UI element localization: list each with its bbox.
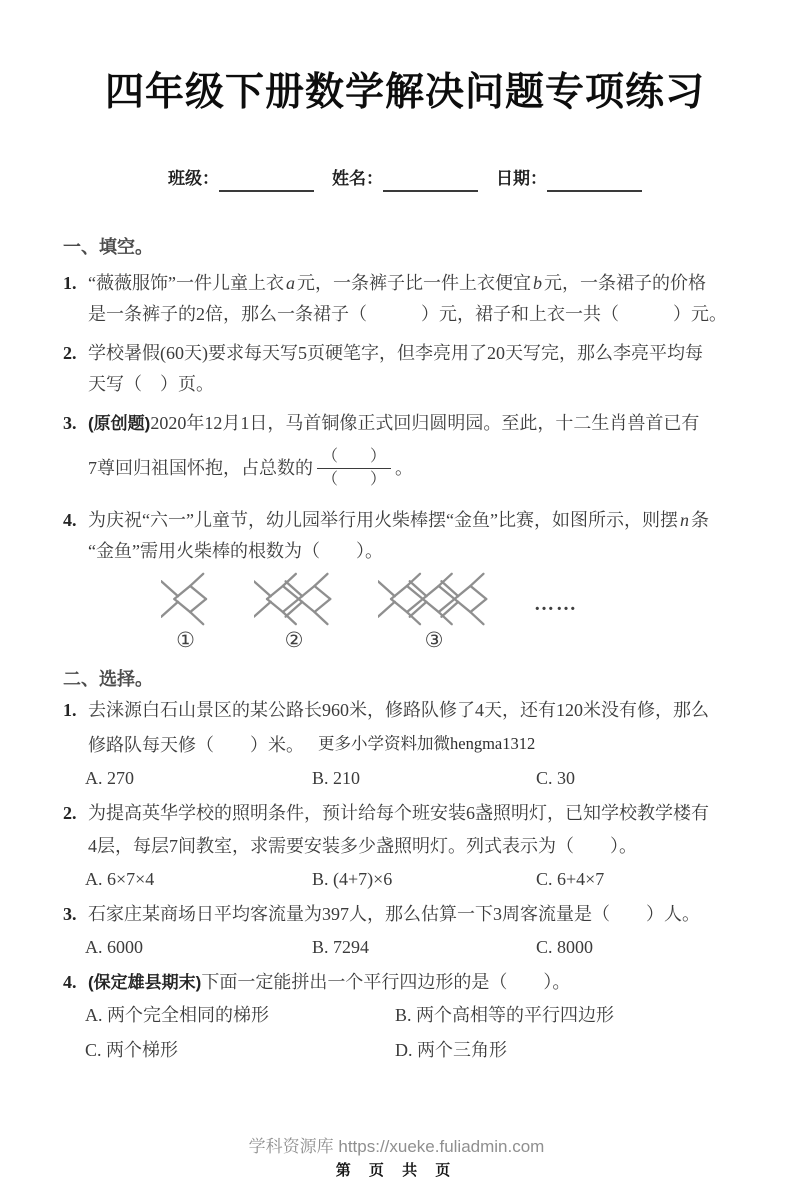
option-b: B. 210	[312, 768, 361, 788]
question-line: 4层，每层7间教室，求需要安装多少盏照明灯。列式表示为（ ）。	[88, 836, 637, 856]
options-row	[85, 863, 747, 896]
s2-question-3	[63, 898, 747, 964]
question-line	[63, 898, 747, 931]
question-text: 修路队每天修（ ）米。	[88, 735, 304, 755]
s1-question-4	[63, 505, 747, 567]
s1-question-1	[63, 268, 747, 330]
figure-ellipsis: ……	[534, 593, 578, 615]
fraction-denominator-blank: （ ）	[322, 470, 387, 488]
question-line	[63, 338, 747, 369]
question-text: 为提高英华学校的照明条件，预计给每个班安装6盏照明灯，已知学校教学楼有	[88, 803, 709, 823]
question-number: 3.	[63, 413, 77, 433]
question-line	[63, 727, 747, 762]
s2-question-1	[63, 694, 747, 795]
question-line: 是一条裤子的2倍，那么一条裙子（ ）元，裙子和上衣一共（ ）元。	[88, 304, 727, 324]
option-c: C. 两个梯形	[85, 1040, 179, 1060]
question-text: 去涞源白石山景区的某公路长960米，修路队修了4天，还有120米没有修，那么	[88, 700, 709, 720]
class-blank-line[interactable]	[219, 168, 314, 192]
question-text: 。	[395, 457, 414, 478]
s1-question-3	[63, 408, 747, 497]
option-c: C. 30	[536, 768, 576, 788]
page-footer	[0, 1135, 793, 1182]
fish-diagram-icon	[378, 571, 490, 627]
question-line: 天写（ ）页。	[88, 374, 214, 394]
question-line: “金鱼”需用火柴棒的根数为（ ）。	[88, 541, 383, 561]
page-title: 四年级下册数学解决问题专项练习	[104, 71, 705, 114]
question-number: 4.	[63, 972, 77, 992]
option-a: A. 270	[85, 768, 134, 788]
question-number: 4.	[63, 510, 77, 530]
fish-figure-3	[378, 571, 490, 652]
options-row	[85, 931, 747, 964]
question-text: (原创题)2020年12月1日，马首铜像正式回归圆明园。至此，十二生肖兽首已有	[88, 413, 700, 433]
question-text: “薇薇服饰”一件儿童上衣 a 元，一条裤子比一件上衣便宜 b 元，一条裙子的价格	[88, 273, 706, 293]
date-blank-line[interactable]	[547, 168, 642, 192]
matchstick-fish-figure	[161, 571, 747, 652]
question-text: 学校暑假(60天)要求每天写5页硬笔字，但李亮用了20天写完，那么李亮平均每	[88, 343, 703, 363]
option-b: B. (4+7)×6	[312, 869, 393, 889]
figure-label-1: ①	[176, 628, 195, 652]
fraction-numerator-blank: （ ）	[317, 447, 391, 469]
fraction-blank	[317, 447, 391, 490]
question-text: 7尊回归祖国怀抱，占总数的	[88, 457, 313, 478]
options-row	[85, 762, 747, 795]
name-label: 姓名：	[332, 169, 383, 188]
option-d: D. 两个三角形	[395, 1040, 507, 1060]
section-multiple-choice	[63, 666, 747, 1067]
options-row	[85, 1034, 747, 1067]
option-a: A. 两个完全相同的梯形	[85, 1005, 269, 1025]
question-line	[63, 408, 747, 439]
question-line	[63, 966, 747, 999]
question-line	[63, 439, 747, 497]
question-line	[63, 694, 747, 727]
question-line	[63, 797, 747, 830]
fish-diagram-icon	[254, 571, 334, 627]
option-a: A. 6×7×4	[85, 869, 155, 889]
question-number: 1.	[63, 700, 77, 720]
question-number: 2.	[63, 343, 77, 363]
date-label: 日期：	[496, 169, 547, 188]
option-c: C. 6+4×7	[536, 869, 605, 889]
s2-question-2	[63, 797, 747, 896]
watermark-text: 更多小学资料加微hengma1312	[318, 734, 536, 753]
option-b: B. 两个高相等的平行四边形	[395, 1005, 615, 1025]
option-a: A. 6000	[85, 937, 143, 957]
figure-label-3: ③	[424, 628, 444, 652]
figure-label-2: ②	[284, 628, 304, 652]
option-b: B. 7294	[312, 937, 370, 957]
footer-page-number: 第 页 共 页	[335, 1162, 458, 1179]
s2-question-4	[63, 966, 747, 1067]
worksheet-page	[0, 68, 793, 1190]
student-info-row	[63, 166, 747, 192]
question-line	[63, 268, 747, 299]
date-field	[496, 166, 642, 192]
question-text: (保定雄县期末)下面一定能拼出一个平行四边形的是（ ）。	[88, 972, 571, 992]
section-fill-in-blanks	[63, 234, 747, 652]
class-field	[168, 166, 314, 192]
fish-figure-2	[254, 571, 334, 652]
class-label: 班级：	[168, 169, 219, 188]
question-number: 2.	[63, 803, 77, 823]
section-2-heading: 二、选择。	[63, 669, 153, 689]
name-blank-line[interactable]	[383, 168, 478, 192]
question-text: 石家庄某商场日平均客流量为397人，那么估算一下3周客流量是（ ）人。	[88, 904, 700, 924]
option-c: C. 8000	[536, 937, 594, 957]
fish-diagram-icon	[161, 571, 210, 627]
question-number: 1.	[63, 273, 77, 293]
question-line	[63, 505, 747, 536]
question-text: 为庆祝“六一”儿童节，幼儿园举行用火柴棒摆“金鱼”比赛，如图所示，则摆 n 条	[88, 510, 709, 530]
s1-question-2	[63, 338, 747, 400]
options-row	[85, 999, 747, 1032]
section-1-heading: 一、填空。	[63, 237, 153, 257]
question-number: 3.	[63, 904, 77, 924]
name-field	[332, 166, 478, 192]
fish-figure-1	[161, 571, 210, 652]
footer-site-link[interactable]: 学科资源库 https://xueke.fuliadmin.com	[248, 1137, 545, 1156]
